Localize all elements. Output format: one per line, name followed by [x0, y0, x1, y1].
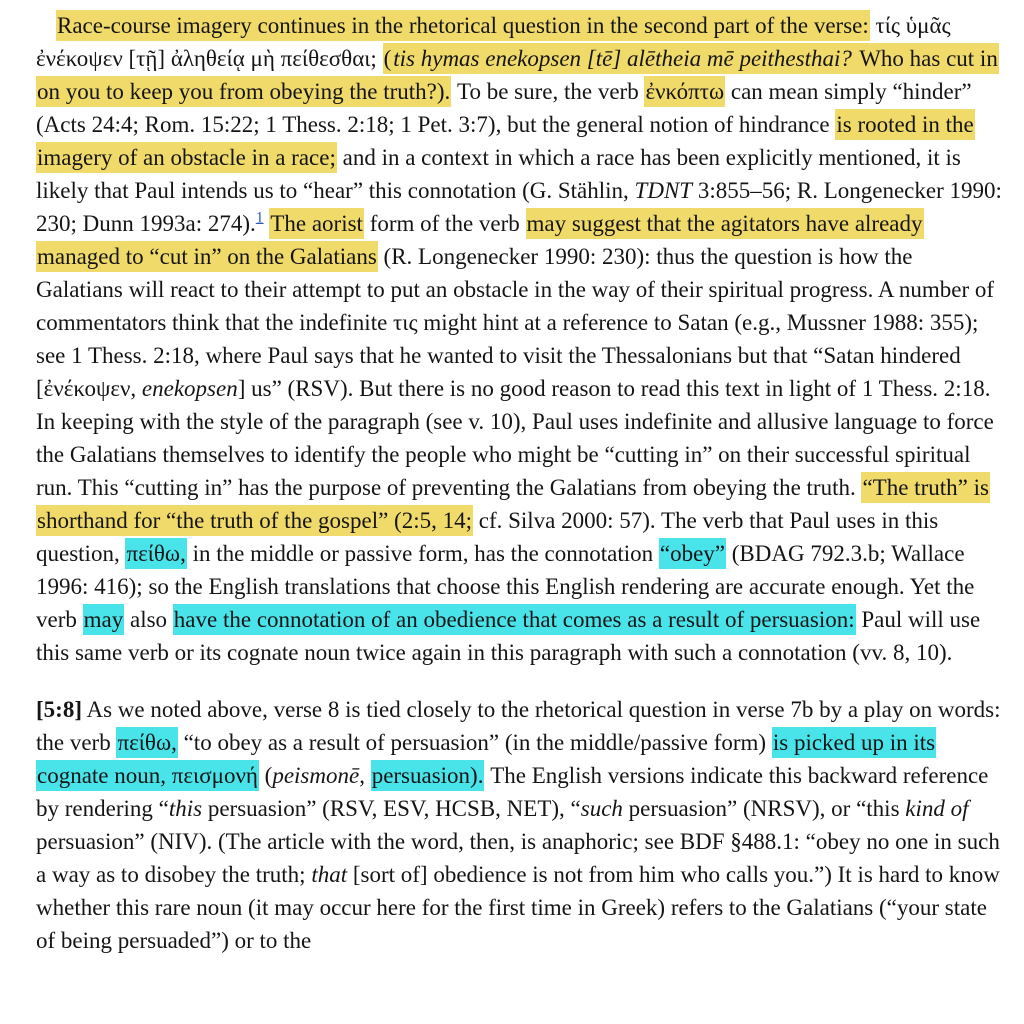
highlight-span: tis hymas enekopsen [tē] alētheia mē peithesthai?: [392, 43, 853, 74]
highlight-span: may suggest that the agitators have already managed to “cut in” on the Galatians: [36, 208, 924, 272]
text-run: peismonē: [272, 763, 360, 788]
text-run: and in a context in which a race has been explicitly mentioned, it is likely that Paul intends us to “hear” this connotation (G. Stählin,: [36, 145, 961, 203]
highlight-span: have the connotation of an obedience that comes as a result of persuasion:: [173, 604, 856, 635]
highlight-span: πείθω,: [116, 727, 177, 758]
highlight-span: “The truth” is shorthand for “the truth of the gospel” (2:5, 14;: [36, 472, 990, 536]
text-run: enekopsen: [141, 376, 238, 401]
text-run: ,: [359, 763, 371, 788]
text-run: ] us” (RSV). But there is no good reason to read this text in light of 1 Thess. 2:18. In keeping with the style of the paragraph (see v. 10), Paul uses indefinite and allusive language to force the Galatians themselves to identify the people who might be “cutting in” on their successful spiritual run. This “cutting in” has the purpose of preventing the Galatians from obeying the truth.: [36, 376, 994, 500]
highlight-span: Who has cut in on you to keep you from obeying the truth?).: [36, 43, 999, 107]
text-run: As we noted above, verse 8 is tied closely to the rhetorical question in verse 7b by a play on words: the verb: [36, 697, 1001, 755]
text-run: (R. Longenecker 1990: 230): thus the question is how the Galatians will react to their attempt to put an obstacle in the way of their spiritual progress. A number of commentators think that the indefinite τις might hint at a reference to Satan (e.g., Mussner 1988: 355); see 1 Thess. 2:18, where Paul says that he wanted to visit the Thessalonians but that “Satan hindered [ἐνέκοψεν,: [36, 244, 995, 401]
text-run: Paul will use this same verb or its cognate noun twice again in this paragraph with such a connotation (vv. 8, 10).: [36, 607, 981, 665]
highlight-span: may: [83, 604, 125, 635]
highlight-span: “obey”: [659, 538, 726, 569]
paragraph-verse-7b: [36, 9, 1002, 669]
text-run: such: [580, 796, 623, 821]
highlight-span: The aorist: [269, 208, 364, 239]
paragraph-verse-8: [36, 693, 1002, 957]
text-run: can mean simply “hinder” (Acts 24:4; Rom. 15:22; 1 Thess. 2:18; 1 Pet. 3:7), but the general notion of hindrance: [36, 79, 972, 137]
text-run: persuasion” (NRSV), or “this: [622, 796, 906, 821]
text-run: kind of: [905, 796, 969, 821]
text-run: (: [258, 763, 273, 788]
text-run: that: [311, 862, 348, 887]
text-run: this: [168, 796, 203, 821]
highlight-span: is rooted in the imagery of an obstacle in a race;: [36, 109, 975, 173]
text-run: [5:8]: [36, 697, 82, 722]
highlight-span: is picked up in its cognate noun, πεισμονή: [36, 727, 936, 791]
footnote-ref-1[interactable]: 1: [255, 209, 264, 227]
text-run: persuasion” (NIV). (The article with the word, then, is anaphoric; see BDF §488.1: “obey no one in such a way as to disobey the truth;: [36, 829, 1000, 887]
text-run: in the middle or passive form, has the connotation: [186, 541, 659, 566]
highlight-span: Race-course imagery continues in the rhetorical question in the second part of the verse:: [56, 10, 870, 41]
text-run: The English versions indicate this backward reference by rendering “: [36, 763, 989, 821]
highlight-span: (: [383, 43, 393, 74]
highlight-span: ἐνκόπτω: [644, 76, 725, 107]
highlight-span: πείθω,: [125, 538, 186, 569]
text-run: persuasion” (RSV, ESV, HCSB, NET), “: [202, 796, 581, 821]
text-run: “to obey as a result of persuasion” (in the middle/passive form): [177, 730, 772, 755]
text-run: To be sure, the verb: [451, 79, 645, 104]
text-run: TDNT: [634, 178, 693, 203]
text-run: (BDAG 792.3.b; Wallace 1996: 416); so the English translations that choose this English rendering are accurate enough. Yet the verb: [36, 541, 975, 632]
text-run: 3:855–56; R. Longenecker 1990: 230; Dunn 1993a: 274).: [36, 178, 1002, 236]
text-run: also: [124, 607, 173, 632]
highlight-span: persuasion).: [371, 760, 485, 791]
text-run: τίς ὑμᾶς ἐνέκοψεν [τῇ] ἀληθείᾳ μὴ πείθεσθαι;: [36, 13, 951, 71]
text-run: [sort of] obedience is not from him who calls you.”) It is hard to know whether this rare noun (it may occur here for the first time in Greek) refers to the Galatians (“your state of being persuaded”) or to the: [36, 862, 1000, 953]
text-run: cf. Silva 2000: 57). The verb that Paul uses in this question,: [36, 508, 939, 566]
text-run: form of the verb: [363, 211, 526, 236]
